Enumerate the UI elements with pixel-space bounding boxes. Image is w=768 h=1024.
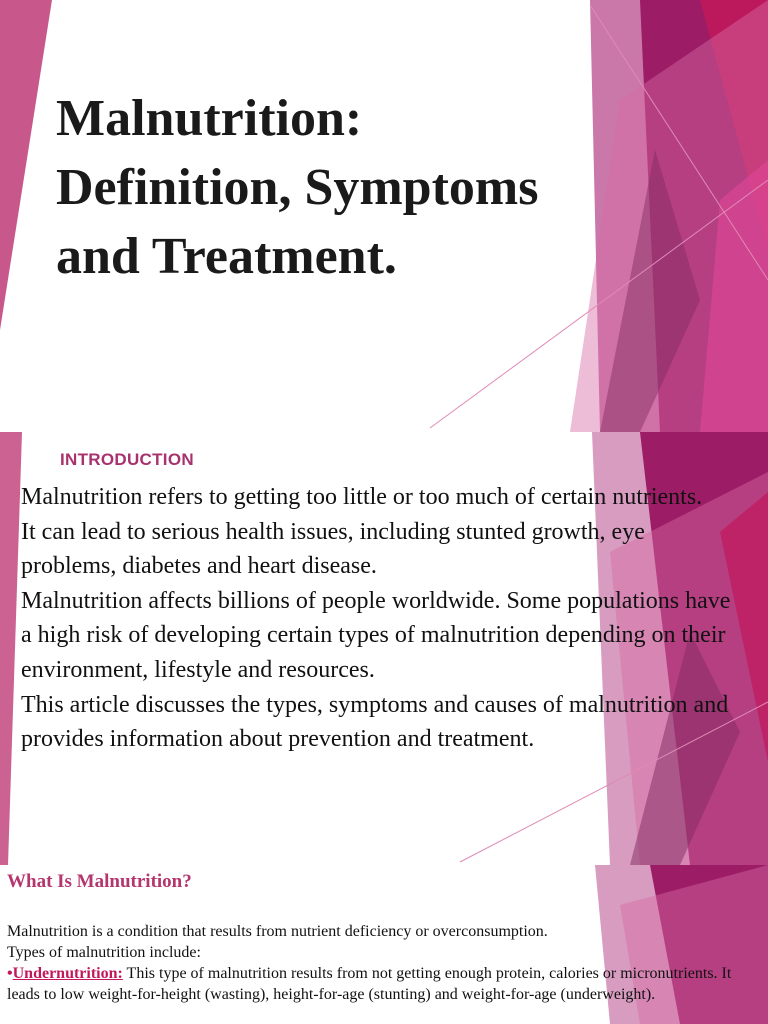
title-line: and Treatment. — [56, 228, 397, 285]
title-slide — [0, 0, 768, 432]
paragraph: This article discusses the types, symptoms and causes of malnutrition and provides information about prevention and treatment. — [21, 691, 729, 753]
section-heading: What Is Malnutrition? — [7, 871, 192, 892]
paragraph: It can lead to serious health issues, including stunted growth, eye problems, diabetes and heart disease. — [21, 518, 645, 580]
title-line: Malnutrition: — [56, 90, 363, 147]
presentation-title — [56, 84, 616, 291]
body-line: Types of malnutrition include: — [7, 944, 201, 961]
paragraph: Malnutrition affects billions of people worldwide. Some populations have a high risk of developing certain types of malnutrition depending on their environment, lifestyle and resources. — [21, 587, 731, 683]
paragraph: Malnutrition refers to getting too little or too much of certain nutrients. — [21, 484, 703, 510]
term-label: Undernutrition: — [12, 965, 123, 982]
what-is-malnutrition-slide — [0, 865, 768, 1024]
introduction-body — [21, 480, 741, 757]
introduction-heading: INTRODUCTION — [60, 450, 194, 469]
term-description: This type of malnutrition results from not getting enough protein, calories or micronutrients. It leads to low weight-for-height (wasting), height-for-age (stunting) and weight-for-age (underweight). — [7, 965, 732, 1003]
section-body — [7, 921, 752, 1005]
bullet-marker: • — [7, 965, 13, 982]
title-line: Definition, Symptoms — [56, 159, 539, 216]
body-line: Malnutrition is a condition that results from nutrient deficiency or overconsumption. — [7, 923, 548, 940]
bullet-item — [7, 963, 752, 1005]
introduction-slide — [0, 432, 768, 865]
